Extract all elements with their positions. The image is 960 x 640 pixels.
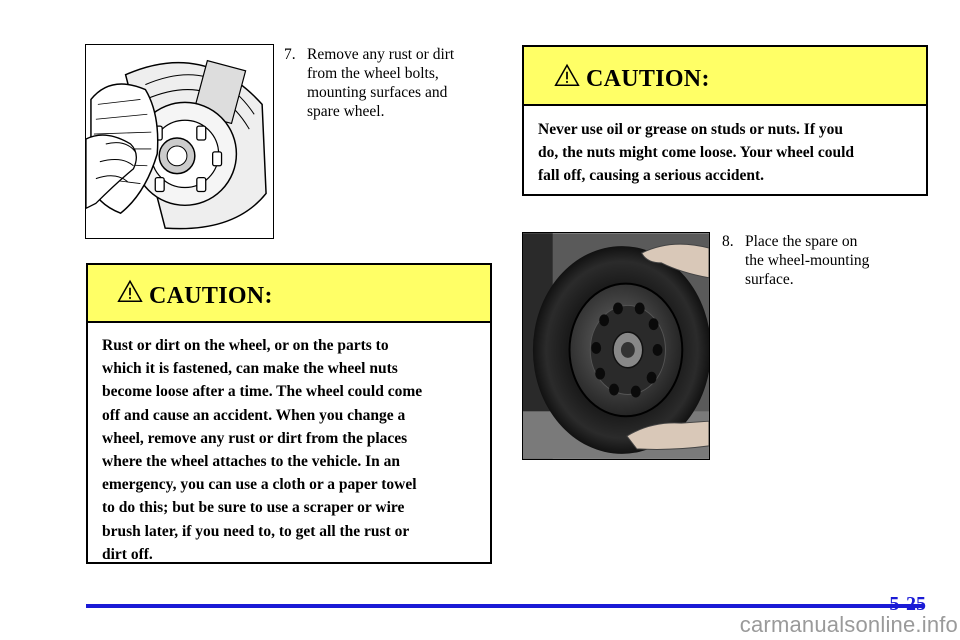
caution-body (524, 106, 926, 188)
step-text-line: surface. (745, 271, 794, 288)
step-text-line: Remove any rust or dirt (307, 46, 455, 63)
page-number: 5-25 (889, 593, 926, 615)
caution-line: dirt off. (102, 545, 153, 563)
caution-line: do, the nuts might come loose. Your wheel could (538, 144, 855, 162)
caution-line: become loose after a time. The wheel could come (102, 383, 423, 401)
caution-line: brush later, if you need to, to get all the rust or (102, 522, 410, 540)
step-number: 8. (722, 233, 734, 250)
step-text-line: from the wheel bolts, (307, 65, 439, 82)
hub-cleaning-illustration (85, 44, 274, 239)
caution-line: wheel, remove any rust or dirt from the places (102, 429, 408, 447)
caution-title: CAUTION: (586, 66, 710, 92)
footer-rule (86, 604, 924, 608)
step-text-line: mounting surfaces and (307, 84, 448, 101)
caution-box-rust (86, 263, 492, 564)
caution-line: Never use oil or grease on studs or nuts. If you (538, 121, 843, 138)
caution-line: to do this; but be sure to use a scraper or wire (102, 499, 405, 517)
caution-line: Rust or dirt on the wheel, or on the parts to (102, 337, 389, 354)
step-8 (722, 232, 922, 289)
caution-line: emergency, you can use a cloth or a paper towel (102, 476, 417, 494)
step-text-line: the wheel-mounting (745, 252, 870, 269)
step-text-line: Place the spare on (745, 233, 858, 250)
warning-triangle-icon (554, 63, 580, 87)
caution-line: fall off, causing a serious accident. (538, 167, 765, 185)
caution-line: off and cause an accident. When you change a (102, 406, 406, 424)
caution-line: which it is fastened, can make the wheel nuts (102, 360, 398, 378)
caution-box-oil (522, 45, 928, 196)
step-number: 7. (284, 46, 296, 63)
caution-line: where the wheel attaches to the vehicle. In an (102, 453, 401, 471)
caution-body (88, 323, 490, 566)
spare-tire-photo (522, 232, 710, 460)
step-7 (284, 45, 494, 121)
step-text-line: spare wheel. (307, 103, 385, 120)
watermark: carmanualsonline.info (739, 612, 958, 637)
warning-triangle-icon (117, 279, 143, 303)
caution-title: CAUTION: (149, 283, 273, 309)
